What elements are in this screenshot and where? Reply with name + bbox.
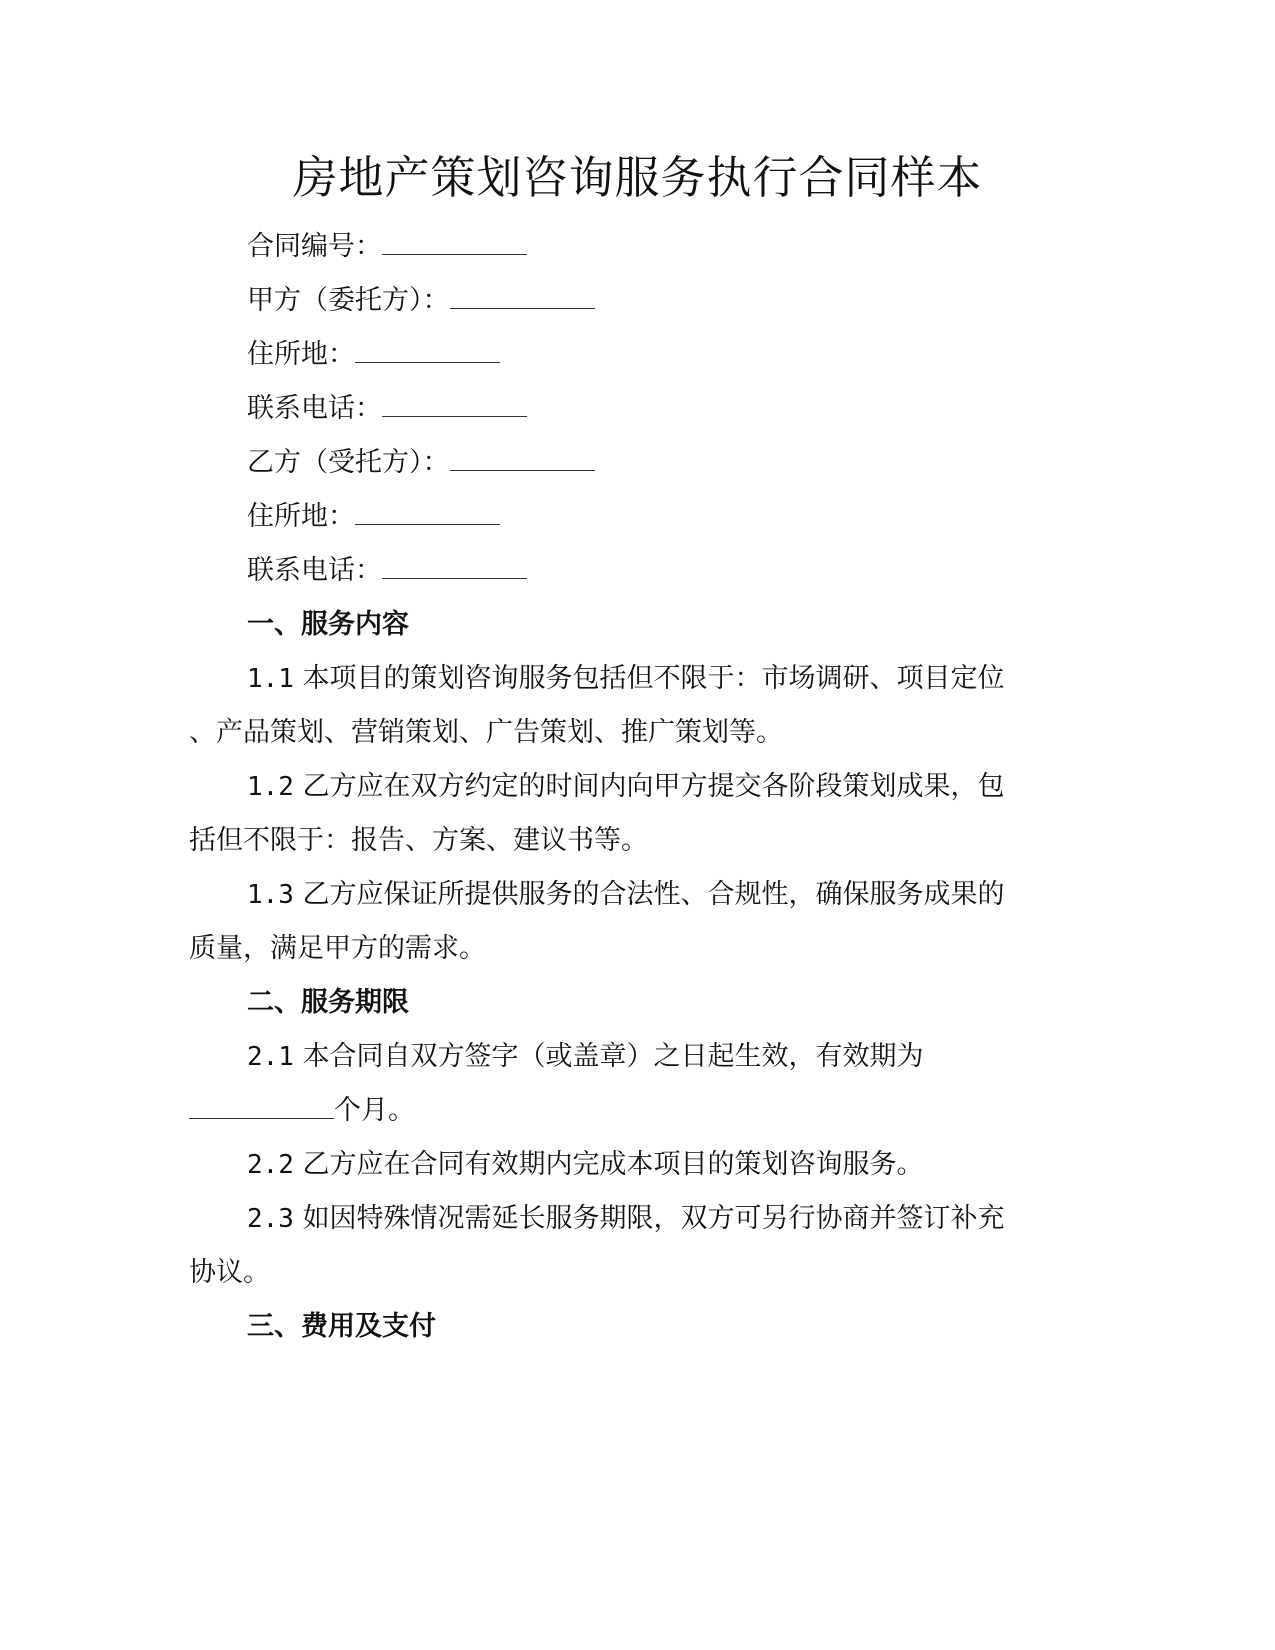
field-label: 联系电话：: [247, 393, 382, 424]
clause-text: 本项目的策划咨询服务包括但不限于：市场调研、项目定位: [302, 663, 1005, 694]
field-label: 甲方（委托方）：: [247, 285, 450, 316]
section-2-heading: 二、服务期限: [247, 987, 409, 1018]
field-contract-number: [247, 229, 527, 265]
field-party-a: [247, 283, 595, 319]
clause-2-3-line1: [247, 1201, 1005, 1237]
fill-blank: [450, 284, 595, 309]
clause-2-2-line1: [247, 1147, 924, 1183]
field-label: 联系电话：: [247, 555, 382, 586]
clause-text: 乙方应在双方约定的时间内向甲方提交各阶段策划成果，包: [302, 771, 1005, 802]
field-party-b-address: [247, 499, 500, 535]
clause-text: 乙方应在合同有效期内完成本项目的策划咨询服务。: [302, 1149, 924, 1180]
fill-blank: [382, 230, 527, 255]
clause-text: 如因特殊情况需延长服务期限，双方可另行协商并签订补充: [302, 1203, 1005, 1234]
fill-blank: [382, 554, 527, 579]
clause-text: 个月。: [334, 1095, 415, 1126]
clause-2-1-line1: [247, 1039, 924, 1075]
field-label: 乙方（受托方）：: [247, 447, 450, 478]
clause-1-1-line2: 、产品策划、营销策划、广告策划、推广策划等。: [189, 717, 783, 748]
fill-blank: [450, 446, 595, 471]
section-3-heading: 三、费用及支付: [247, 1311, 436, 1342]
clause-1-3-line1: [247, 877, 1005, 913]
clause-number: 2.3: [247, 1204, 294, 1234]
clause-number: 1.3: [247, 880, 294, 910]
field-label: 合同编号：: [247, 231, 382, 262]
field-party-b-phone: [247, 553, 527, 589]
field-party-b: [247, 445, 595, 481]
clause-text: 本合同自双方签字（或盖章）之日起生效，有效期为: [302, 1041, 924, 1072]
clause-number: 1.2: [247, 772, 294, 802]
clause-number: 2.2: [247, 1150, 294, 1180]
field-party-a-phone: [247, 391, 527, 427]
fill-blank: [382, 392, 527, 417]
clause-2-1-line2: [189, 1093, 415, 1129]
clause-1-3-line2: 质量，满足甲方的需求。: [189, 933, 486, 964]
clause-number: 2.1: [247, 1042, 294, 1072]
section-1-heading: 一、服务内容: [247, 609, 409, 640]
clause-2-3-line2: 协议。: [189, 1257, 270, 1288]
clause-1-2-line1: [247, 769, 1005, 805]
clause-text: 乙方应保证所提供服务的合法性、合规性，确保服务成果的: [302, 879, 1005, 910]
field-label: 住所地：: [247, 339, 355, 370]
document-title: 房地产策划咨询服务执行合同样本: [292, 151, 983, 204]
field-party-a-address: [247, 337, 500, 373]
fill-blank: [189, 1094, 334, 1119]
clause-1-2-line2: 括但不限于：报告、方案、建议书等。: [189, 825, 648, 856]
clause-number: 1.1: [247, 664, 294, 694]
fill-blank: [355, 338, 500, 363]
clause-1-1-line1: [247, 661, 1005, 697]
field-label: 住所地：: [247, 501, 355, 532]
fill-blank: [355, 500, 500, 525]
